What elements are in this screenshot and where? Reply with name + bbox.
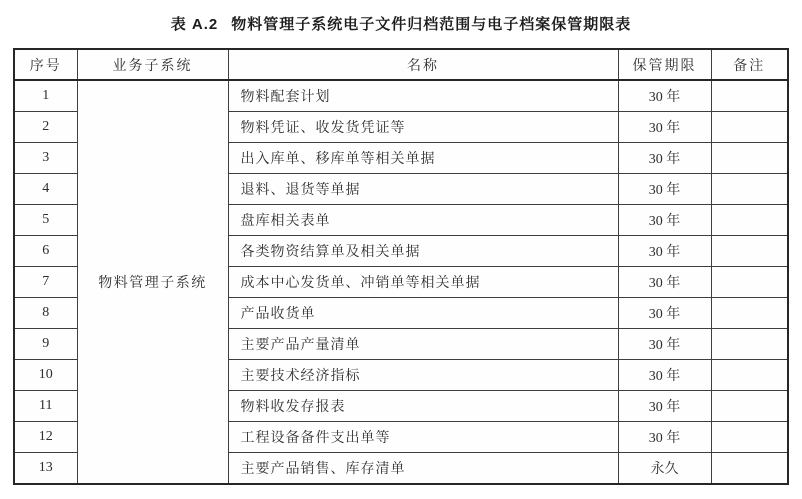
header-no: 序号 bbox=[14, 49, 77, 80]
name-cell: 产品收货单 bbox=[228, 298, 618, 329]
table-title bbox=[0, 15, 802, 35]
row-index-cell: 4 bbox=[14, 174, 77, 205]
row-index-cell: 2 bbox=[14, 112, 77, 143]
period-cell: 30 年 bbox=[618, 422, 711, 453]
period-cell: 30 年 bbox=[618, 80, 711, 112]
name-cell: 出入库单、移库单等相关单据 bbox=[228, 143, 618, 174]
remark-cell bbox=[711, 267, 788, 298]
header-period: 保管期限 bbox=[618, 49, 711, 80]
period-cell: 30 年 bbox=[618, 174, 711, 205]
remark-cell bbox=[711, 391, 788, 422]
remark-cell bbox=[711, 143, 788, 174]
name-cell: 主要产品销售、库存清单 bbox=[228, 453, 618, 485]
header-row bbox=[14, 49, 788, 80]
period-cell: 30 年 bbox=[618, 236, 711, 267]
period-cell: 30 年 bbox=[618, 143, 711, 174]
remark-cell bbox=[711, 174, 788, 205]
remark-cell bbox=[711, 112, 788, 143]
name-cell: 物料收发存报表 bbox=[228, 391, 618, 422]
table-title-label: 表 A.2 bbox=[170, 16, 219, 33]
remark-cell bbox=[711, 360, 788, 391]
table-row bbox=[14, 80, 788, 112]
name-cell: 工程设备备件支出单等 bbox=[228, 422, 618, 453]
row-index-cell: 7 bbox=[14, 267, 77, 298]
row-index-cell: 12 bbox=[14, 422, 77, 453]
period-cell: 30 年 bbox=[618, 329, 711, 360]
row-index-cell: 6 bbox=[14, 236, 77, 267]
period-cell: 30 年 bbox=[618, 205, 711, 236]
name-cell: 退料、退货等单据 bbox=[228, 174, 618, 205]
name-cell: 盘库相关表单 bbox=[228, 205, 618, 236]
name-cell: 主要产品产量清单 bbox=[228, 329, 618, 360]
remark-cell bbox=[711, 453, 788, 485]
row-index-cell: 11 bbox=[14, 391, 77, 422]
name-cell: 各类物资结算单及相关单据 bbox=[228, 236, 618, 267]
name-cell: 物料凭证、收发货凭证等 bbox=[228, 112, 618, 143]
name-cell: 成本中心发货单、冲销单等相关单据 bbox=[228, 267, 618, 298]
period-cell: 30 年 bbox=[618, 112, 711, 143]
name-cell: 主要技术经济指标 bbox=[228, 360, 618, 391]
remark-cell bbox=[711, 236, 788, 267]
table-body bbox=[14, 80, 788, 484]
period-cell: 永久 bbox=[618, 453, 711, 485]
remark-cell bbox=[711, 329, 788, 360]
row-index-cell: 13 bbox=[14, 453, 77, 485]
header-subsystem: 业务子系统 bbox=[77, 49, 228, 80]
subsystem-cell: 物料管理子系统 bbox=[77, 80, 228, 484]
table-title-text: 物料管理子系统电子文件归档范围与电子档案保管期限表 bbox=[231, 16, 632, 33]
remark-cell bbox=[711, 422, 788, 453]
row-index-cell: 8 bbox=[14, 298, 77, 329]
period-cell: 30 年 bbox=[618, 391, 711, 422]
header-remark: 备注 bbox=[711, 49, 788, 80]
remark-cell bbox=[711, 298, 788, 329]
row-index-cell: 3 bbox=[14, 143, 77, 174]
header-name: 名称 bbox=[228, 49, 618, 80]
period-cell: 30 年 bbox=[618, 267, 711, 298]
row-index-cell: 1 bbox=[14, 80, 77, 112]
row-index-cell: 5 bbox=[14, 205, 77, 236]
row-index-cell: 9 bbox=[14, 329, 77, 360]
row-index-cell: 10 bbox=[14, 360, 77, 391]
remark-cell bbox=[711, 205, 788, 236]
archive-retention-table bbox=[13, 48, 789, 485]
period-cell: 30 年 bbox=[618, 360, 711, 391]
remark-cell bbox=[711, 80, 788, 112]
name-cell: 物料配套计划 bbox=[228, 80, 618, 112]
period-cell: 30 年 bbox=[618, 298, 711, 329]
table-header bbox=[14, 49, 788, 80]
